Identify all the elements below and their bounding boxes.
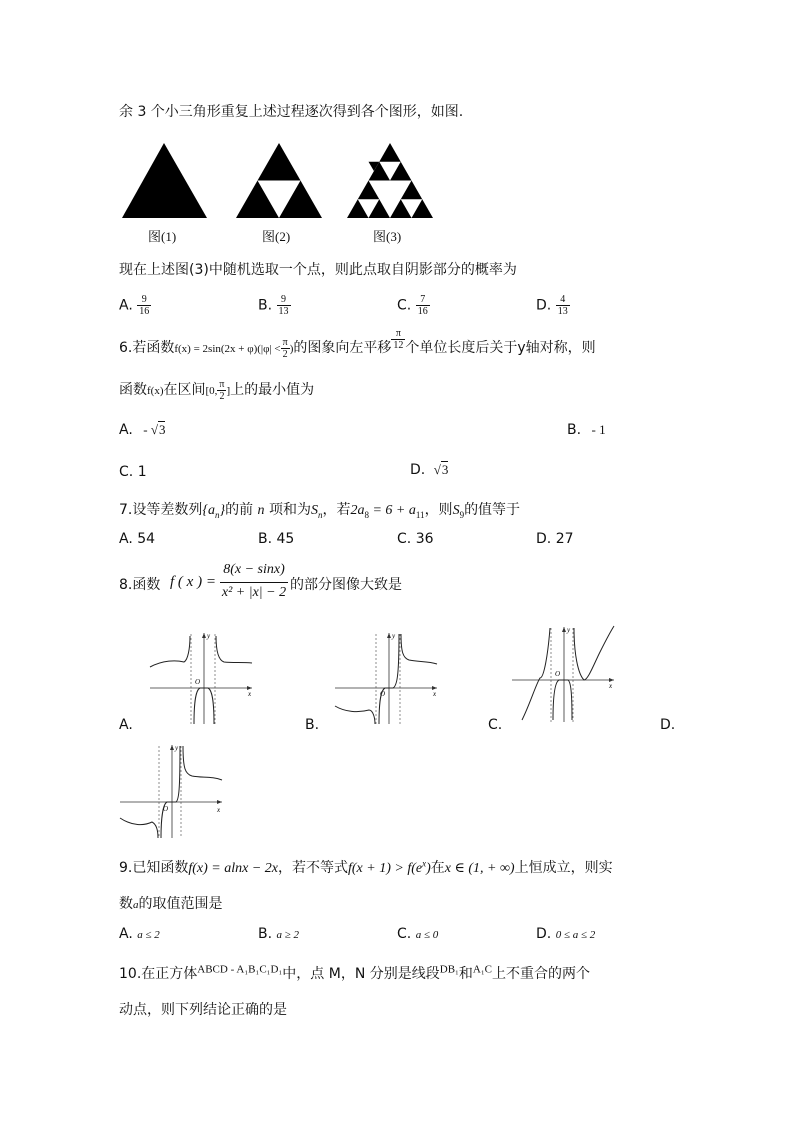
q8-graph-c: [510, 624, 622, 724]
axis-x-label: x: [248, 690, 252, 698]
q9-option-c: C. a ≤ 0: [397, 926, 439, 942]
q5-option-d: D. $\frac{4}{13}$: [536, 294, 568, 317]
q6-option-b: B. - 1: [567, 422, 606, 438]
q6-option-c: C. 1: [119, 464, 147, 480]
svg-text:O: O: [555, 670, 561, 678]
q8-option-c-label: C.: [488, 717, 503, 733]
q5-option-a: A. $\frac{9}{16}$: [119, 294, 150, 317]
triangle-figure-2: [236, 143, 322, 218]
question-10-line-1: 10.在正方体$^{ABCD - A_1B_1C_1D_1}$中，点 M，N 分别是线段$^{DB_1}$和$^{A_1C}$上不重合的两个: [119, 963, 590, 982]
q7-option-b: B. 45: [258, 531, 295, 547]
q7-option-c: C. 36: [397, 531, 434, 547]
q5-option-c: C. $\frac{7}{16}$: [397, 294, 428, 317]
svg-text:x: x: [609, 682, 613, 690]
question-6-line-1: 6.若函数f(x) = 2sin(2x + φ)(|φ| < $\frac{\pi}{2}$ )的图象向左平移 $\frac{\pi}{12}$ 个单位长度后关于y轴对称，则: [119, 328, 596, 360]
svg-text:x: x: [433, 690, 437, 698]
svg-text:y: y: [175, 744, 179, 752]
svg-text:O: O: [163, 805, 169, 813]
q5-option-b: B. $\frac{9}{13}$: [258, 294, 289, 317]
svg-text:x: x: [217, 806, 221, 814]
q7-option-a: A. 54: [119, 531, 156, 547]
q9-option-b: B. a ≥ 2: [258, 926, 300, 942]
q8-fraction-bar: [220, 582, 288, 583]
q8-option-a-label: A.: [119, 717, 133, 733]
q6-option-d: D. √3: [410, 462, 449, 478]
axis-y-label: y: [207, 632, 211, 640]
triangle-figure-3: [347, 143, 433, 218]
question-9-line-2: 数a的取值范围是: [119, 896, 223, 912]
q8-suffix: 的部分图像大致是: [290, 577, 402, 593]
svg-text:y: y: [392, 632, 396, 640]
svg-text:y: y: [567, 626, 571, 634]
question-7-text: 7.设等差数列$\{a_n\}$的前 n 项和为$S_n$，若$2a_8 = 6 + a_{11}$，则$S_9$的值等于: [119, 502, 521, 520]
q7-option-d: D. 27: [536, 531, 574, 547]
q8-lhs: f ( x ) =: [170, 574, 216, 590]
figure-3-caption: 图(3): [373, 229, 402, 244]
question-6-line-2: 函数f(x)在区间[0, $\frac{\pi}{2}$ ]上的最小值为: [119, 378, 315, 402]
question-5-text: 现在上述图(3)中随机选取一个点，则此点取自阴影部分的概率为: [119, 262, 517, 278]
q6-option-a: A. - √3: [119, 422, 166, 438]
q8-denominator: x² + |x| − 2: [221, 585, 287, 600]
q8-graph-d: [118, 742, 230, 840]
q8-option-d-label: D.: [660, 717, 676, 733]
svg-text:O: O: [380, 690, 386, 698]
q8-numerator: 8(x − sinx): [223, 562, 285, 577]
q8-option-b-label: B.: [305, 717, 320, 733]
intro-line: 余 3 个小三角形重复上述过程逐次得到各个图形，如图.: [119, 104, 464, 120]
question-8-prefix: 8.函数: [119, 577, 161, 593]
question-9-line-1: 9.已知函数f(x) = alnx − 2x，若不等式$f(x + 1) > f(e^x)$在x ∈ (1, + ∞)上恒成立，则实: [119, 858, 613, 876]
q9-option-a: A. a ≤ 2: [119, 926, 160, 942]
figure-1-caption: 图(1): [148, 229, 177, 244]
question-10-line-2: 动点，则下列结论正确的是: [119, 1002, 287, 1018]
figure-2-caption: 图(2): [262, 229, 291, 244]
origin-label: O: [195, 678, 201, 686]
q9-option-d: D. 0 ≤ a ≤ 2: [536, 926, 596, 942]
triangle-figure-1: [122, 143, 207, 218]
q8-graph-a: [148, 630, 260, 726]
q8-graph-b: [333, 630, 445, 726]
